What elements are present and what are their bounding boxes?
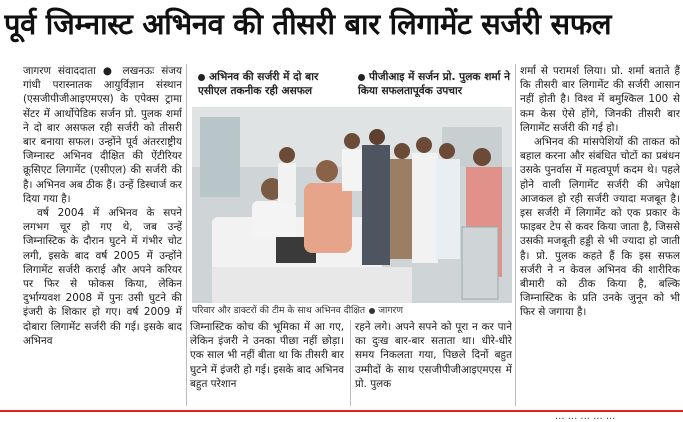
column-divider [186,64,187,406]
bullet-icon [358,74,365,81]
hospital-team-photo-illustration [192,107,512,303]
article-paragraph: जागरण संवाददाता ● लखनऊः संजय गांधी परास्नातक आयुर्विज्ञान संस्थान (एसजीपीजीआइएमएस) के एपेक्स ट्रामा सेंटर में आर्थोपेडिक सर्जन प्रो. पुलक शर्मा ने दो बार असफल रही सर्जरी को तीसरी बार बनाया सफल। उन्होंने पूर्व अंतरराष्ट्रीय जिम्नास्ट अभिनव दीक्षित की ऐंटीरियर क्रूसिएट लिगामेंट (एसीएल) की सर्जरी की है। अभिनव अब ठीक हैं। उन्हें डिस्चार्ज कर दिया गया है। [23,65,182,205]
callout-text: अभिनव की सर्जरी में दो बार एसीएल तकनीक रही असफल [198,71,319,97]
article-paragraph: जिम्नास्टिक कोच की भूमिका में आ गए, लेकिन इंजरी ने उनका पीछा नहीं छोड़ा। एक साल भी नहीं बीता था कि तीसरी बार घुटने में इंजरी हो गई। इसके बाद अभिनव बहुत परेशान [190,321,344,390]
news-photo [192,107,512,303]
article-column-right [520,64,680,406]
column-divider [515,64,516,406]
callout-box [358,70,514,98]
article-column-mid-left [190,320,344,406]
caption-text: परिवार और डाक्टरों की टीम के साथ अभिनव दीक्षित [192,305,366,316]
article-column-mid-right [355,320,512,406]
bullet-icon [369,308,375,314]
page-bottom-border [0,410,683,422]
callout-box [198,70,348,98]
photo-credit: जागरण [378,305,403,316]
article-paragraph: अभिनव की मांसपेशियों की ताकत को बहाल करना और संबंधित चोटों का प्रबंधन उसके पुनर्वास में महत्वपूर्ण कदम थे। पहले होने वाली लिगामेंट सर्जरी की अपेक्षा आजकल हो रही सर्जरी ज्यादा मजबूत है। इस सर्जरी में लिगामेंट को एक प्रकार के फाइबर टेप से कवर किया जाता है, जिससे उसकी मजबूती हड्डी से भी ज्यादा हो जाती है। प्रो. पुलक कहते हैं कि इस सफल सर्जरी ने न केवल अभिनव की शारीरिक बीमारी को ठीक किया है, बल्कि जिम्नास्टिक के प्रति उनके जुनून को भी फिर से जगाया है। [520,136,680,319]
bullet-icon [198,74,205,81]
callout-text: पीजीआइ में सर्जन प्रो. पुलक शर्मा ने किया सफलतापूर्वक उपचार [358,71,511,97]
photo-caption [192,304,512,317]
article-paragraph: शर्मा से परामर्श लिया। प्रो. शर्मा बताते हैं कि तीसरी बार लिगामेंट की सर्जरी आसान नहीं होती है। विश्व में बमुश्किल 100 से कम केस ऐसे होंगे, जिनकी तीसरी बार लिगामेंट सर्जरी की गई हो। [520,65,680,134]
article-paragraph: रहने लगे। अपने सपने को पूरा न कर पाने का दुःख बार-बार सताता था। धीरे-धीरे समय निकलता गया, पिछले दिनों बहुत उम्मीदों के साथ एसजीपीजीआइएमएस में प्रो. पुलक [355,321,512,390]
headline: पूर्व जिम्नास्ट अभिनव की तीसरी बार लिगामेंट सर्जरी सफल [4,7,612,41]
next-article-snippet: ... ... ... ... ... [555,411,616,422]
column-divider [350,320,351,406]
article-paragraph: वर्ष 2004 में अभिनव के सपने लगभग चूर हो गए थे, जब उन्हें जिम्नास्टिक के दौरान घुटने में गंभीर चोट लगी, इसके बाद वर्ष 2005 में उन्होंने लिगामेंट सर्जरी कराई और अपने करियर पर फिर से फोकस किया, लेकिन दुर्भाग्यवश 2008 में पुनः उसी घुटने की इंजरी के शिकार हो गए। वर्ष 2009 में दोबारा लिगामेंट सर्जरी की गई। इसके बाद अभिनव [23,207,182,347]
article-column-left [23,64,182,406]
